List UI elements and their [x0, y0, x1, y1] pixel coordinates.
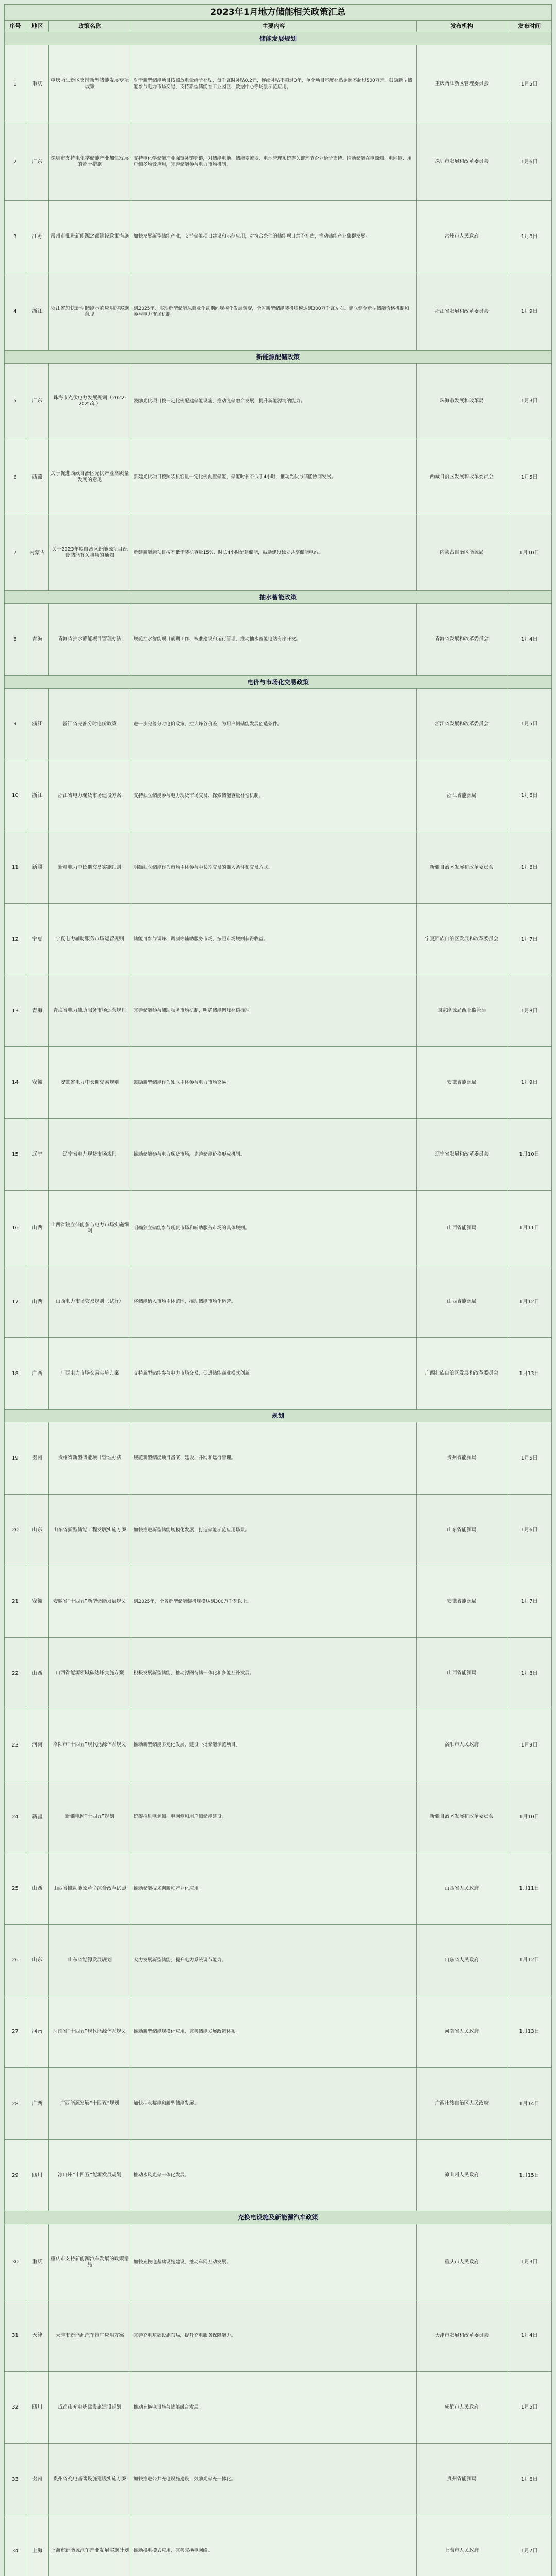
row-content: 明确独立储能参与现货市场和辅助服务市场的具体规则。 — [131, 1191, 417, 1266]
row-number: 16 — [5, 1191, 26, 1266]
table-row — [5, 201, 551, 273]
col-header: 主要内容 — [131, 21, 417, 32]
row-region: 上海 — [26, 2515, 49, 2576]
row-date: 1月14日 — [519, 2100, 540, 2107]
table-row — [5, 1853, 551, 1925]
row-org: 山西省能源局 — [417, 1191, 508, 1266]
row-content: 加快抽水蓄能和新型储能发展。 — [131, 2068, 417, 2139]
table-row — [5, 439, 551, 515]
row-org: 珠海市发展和改革局 — [417, 364, 508, 439]
row-number: 8 — [5, 604, 26, 675]
row-org: 洛阳市人民政府 — [417, 1709, 508, 1781]
row-org: 山西省能源局 — [417, 1266, 508, 1337]
row-org: 辽宁省发展和改革委员会 — [417, 1119, 508, 1190]
row-org: 浙江省发展和改革委员会 — [417, 689, 508, 760]
row-number: 14 — [5, 1047, 26, 1118]
row-content: 明确独立储能作为市场主体参与中长期交易的准入条件和交易方式。 — [131, 832, 417, 903]
row-date: 1月5日 — [520, 1455, 538, 1461]
row-number: 33 — [5, 2444, 26, 2515]
row-date: 1月10日 — [519, 1814, 540, 1820]
row-date: 1月12日 — [519, 1957, 540, 1963]
table-row — [5, 123, 551, 201]
row-region: 重庆 — [26, 45, 49, 123]
row-policy-name: 广西能源发展“十四五”规划 — [49, 2068, 131, 2139]
row-date: 1月15日 — [519, 2172, 540, 2178]
row-number: 31 — [5, 2300, 26, 2371]
row-content: 推动充换电设施与储能融合发展。 — [131, 2372, 417, 2443]
col-header: 序号 — [5, 21, 26, 32]
row-content: 规范新型储能项目备案、建设、并网和运行管理。 — [131, 1422, 417, 1494]
row-policy-name: 青海省电力辅助服务市场运营规则 — [49, 975, 131, 1046]
row-number: 18 — [5, 1338, 26, 1409]
row-number: 24 — [5, 1781, 26, 1852]
row-date: 1月7日 — [520, 1599, 538, 1605]
row-policy-name: 浙江省电力现货市场建设方案 — [49, 760, 131, 832]
table-row — [5, 760, 551, 832]
row-policy-name: 常州市推进新能源之都建设政策措施 — [49, 201, 131, 272]
row-region: 四川 — [26, 2140, 49, 2211]
row-number: 10 — [5, 760, 26, 832]
row-number: 28 — [5, 2068, 26, 2139]
row-org: 凉山州人民政府 — [417, 2140, 508, 2211]
table-body — [5, 32, 551, 2576]
table-row — [5, 515, 551, 591]
row-policy-name: 浙江省加快新型储能示范应用的实施意见 — [49, 273, 131, 350]
row-content: 将储能纳入市场主体范围，推动储能市场化运营。 — [131, 1266, 417, 1337]
table-row — [5, 1191, 551, 1266]
row-content: 完善储能参与辅助服务市场机制，明确储能调峰补偿标准。 — [131, 975, 417, 1046]
row-org: 浙江省能源局 — [417, 760, 508, 832]
row-date: 1月8日 — [520, 233, 538, 240]
row-number: 5 — [5, 364, 26, 439]
table-row — [5, 1119, 551, 1191]
row-org: 新疆自治区发展和改革委员会 — [417, 1781, 508, 1852]
row-date: 1月9日 — [520, 309, 538, 315]
row-number: 23 — [5, 1709, 26, 1781]
row-date: 1月12日 — [519, 1299, 540, 1305]
row-policy-name: 上海市新能源汽车产业发展实施计划 — [49, 2515, 131, 2576]
row-region: 山西 — [26, 1266, 49, 1337]
row-org: 深圳市发展和改革委员会 — [417, 123, 508, 200]
row-date: 1月6日 — [520, 793, 538, 799]
row-org: 山西省能源局 — [417, 1638, 508, 1709]
table-row — [5, 1638, 551, 1709]
row-org: 新疆自治区发展和改革委员会 — [417, 832, 508, 903]
row-org: 安徽省能源局 — [417, 1047, 508, 1118]
table-row — [5, 1566, 551, 1638]
row-date: 1月6日 — [520, 865, 538, 871]
row-region: 西藏 — [26, 439, 49, 515]
row-content: 推动储能参与电力现货市场，完善储能价格形成机制。 — [131, 1119, 417, 1190]
row-region: 安徽 — [26, 1566, 49, 1637]
table-row — [5, 1266, 551, 1338]
row-content: 推动新型储能规模化应用，完善储能发展政策体系。 — [131, 1996, 417, 2067]
row-region: 安徽 — [26, 1047, 49, 1118]
row-content: 鼓励光伏项目按一定比例配建储能设施，推动光储融合发展，提升新能源消纳能力。 — [131, 364, 417, 439]
row-date: 1月7日 — [520, 936, 538, 942]
row-number: 6 — [5, 439, 26, 515]
row-date: 1月3日 — [520, 398, 538, 404]
row-org: 常州市人民政府 — [417, 201, 508, 272]
row-date: 1月5日 — [520, 721, 538, 727]
row-content: 支持独立储能参与电力现货市场交易，探索储能容量补偿机制。 — [131, 760, 417, 832]
row-org: 上海市人民政府 — [417, 2515, 508, 2576]
table-row — [5, 364, 551, 439]
row-content: 加快推进新型储能规模化发展，打造储能示范应用场景。 — [131, 1495, 417, 1566]
table-row — [5, 2300, 551, 2372]
table-row — [5, 1925, 551, 1996]
row-org: 广西壮族自治区发展和改革委员会 — [417, 1338, 508, 1409]
table-row — [5, 2068, 551, 2140]
row-policy-name: 贵州省充电基础设施建设实施方案 — [49, 2444, 131, 2515]
row-policy-name: 关于促进西藏自治区光伏产业高质量发展的意见 — [49, 439, 131, 515]
row-content: 推动水风光储一体化发展。 — [131, 2140, 417, 2211]
page-title: 2023年1月地方储能相关政策汇总 — [5, 5, 551, 21]
row-region: 广东 — [26, 364, 49, 439]
row-policy-name: 青海省抽水蓄能项目管理办法 — [49, 604, 131, 675]
row-org: 宁夏回族自治区发展和改革委员会 — [417, 904, 508, 975]
row-region: 山东 — [26, 1925, 49, 1996]
row-region: 新疆 — [26, 1781, 49, 1852]
col-header: 政策名称 — [49, 21, 131, 32]
row-policy-name: 山西电力市场交易规则（试行） — [49, 1266, 131, 1337]
table-row — [5, 2372, 551, 2444]
row-number: 11 — [5, 832, 26, 903]
section-header: 电价与市场化交易政策 — [5, 676, 551, 689]
row-region: 天津 — [26, 2300, 49, 2371]
row-region: 新疆 — [26, 832, 49, 903]
row-org: 天津市发展和改革委员会 — [417, 2300, 508, 2371]
row-content: 推动新型储能多元化发展，建设一批储能示范项目。 — [131, 1709, 417, 1781]
row-policy-name: 贵州省新型储能项目管理办法 — [49, 1422, 131, 1494]
row-org: 浙江省发展和改革委员会 — [417, 273, 508, 350]
row-number: 27 — [5, 1996, 26, 2067]
row-number: 32 — [5, 2372, 26, 2443]
row-org: 重庆两江新区管理委员会 — [417, 45, 508, 123]
row-content: 加快推进公共充电设施建设，鼓励光储充一体化。 — [131, 2444, 417, 2515]
row-content: 新建新能源项目按不低于装机容量15%、时长4小时配建储能，鼓励建设独立共享储能电站。 — [131, 515, 417, 590]
row-content: 加快发展新型储能产业，支持储能项目建设和示范应用，对符合条件的储能项目给予补贴，推动储能产业集群发展。 — [131, 201, 417, 272]
row-org: 国家能源局西北监管局 — [417, 975, 508, 1046]
table-row — [5, 2140, 551, 2211]
row-number: 1 — [5, 45, 26, 123]
table-row — [5, 904, 551, 975]
row-date: 1月11日 — [519, 1225, 540, 1231]
row-policy-name: 河南省“十四五”现代能源体系规划 — [49, 1996, 131, 2067]
row-number: 12 — [5, 904, 26, 975]
row-number: 7 — [5, 515, 26, 590]
row-region: 山东 — [26, 1495, 49, 1566]
row-number: 15 — [5, 1119, 26, 1190]
row-policy-name: 重庆市支持新能源汽车发展的政策措施 — [49, 2224, 131, 2299]
table-row — [5, 1996, 551, 2068]
row-org: 贵州省能源局 — [417, 2444, 508, 2515]
row-date: 1月11日 — [519, 1886, 540, 1892]
row-number: 4 — [5, 273, 26, 350]
col-header: 地区 — [26, 21, 49, 32]
row-policy-name: 新疆电网“十四五”规划 — [49, 1781, 131, 1852]
row-region: 浙江 — [26, 760, 49, 832]
row-date: 1月13日 — [519, 1370, 540, 1377]
row-date: 1月5日 — [520, 81, 538, 87]
row-content: 到2025年，实现新型储能从商业化初期向规模化发展转变，全省新型储能装机规模达到300万千瓦左右。建立健全新型储能价格机制和参与电力市场机制。 — [131, 273, 417, 350]
row-date: 1月8日 — [520, 1008, 538, 1014]
row-number: 13 — [5, 975, 26, 1046]
row-org: 广西壮族自治区人民政府 — [417, 2068, 508, 2139]
row-date: 1月6日 — [520, 2476, 538, 2482]
row-policy-name: 安徽省“十四五”新型储能发展规划 — [49, 1566, 131, 1637]
row-date: 1月6日 — [520, 159, 538, 165]
row-org: 贵州省能源局 — [417, 1422, 508, 1494]
row-policy-name: 山西省能源领域碳达峰实施方案 — [49, 1638, 131, 1709]
row-number: 9 — [5, 689, 26, 760]
table-row — [5, 2224, 551, 2300]
row-org: 安徽省能源局 — [417, 1566, 508, 1637]
row-number: 29 — [5, 2140, 26, 2211]
row-policy-name: 山西省推动能源革命综合改革试点 — [49, 1853, 131, 1924]
row-region: 山西 — [26, 1191, 49, 1266]
row-content: 推动换电模式应用，完善充换电网络。 — [131, 2515, 417, 2576]
row-date: 1月6日 — [520, 1527, 538, 1533]
section-header: 新能源配储政策 — [5, 351, 551, 364]
row-content: 到2025年，全省新型储能装机规模达到300万千瓦以上。 — [131, 1566, 417, 1637]
row-org: 重庆市人民政府 — [417, 2224, 508, 2299]
row-policy-name: 辽宁省电力现货市场规则 — [49, 1119, 131, 1190]
section-header: 充换电设施及新能源汽车政策 — [5, 2211, 551, 2224]
row-org: 青海省发展和改革委员会 — [417, 604, 508, 675]
row-policy-name: 天津市新能源汽车推广应用方案 — [49, 2300, 131, 2371]
row-number: 21 — [5, 1566, 26, 1637]
row-region: 重庆 — [26, 2224, 49, 2299]
row-content: 加快充换电基础设施建设，推动车网互动发展。 — [131, 2224, 417, 2299]
row-content: 规范抽水蓄能项目前期工作、核准建设和运行管理，推动抽水蓄能电站有序开发。 — [131, 604, 417, 675]
row-content: 支持电化学储能产业强链补链延链，对储能电池、储能变流器、电池管理系统等关键环节企业给予支持。推动储能在电源侧、电网侧、用户侧多场景应用，完善储能参与电力市场机制。 — [131, 123, 417, 200]
row-content: 鼓励新型储能作为独立主体参与电力市场交易。 — [131, 1047, 417, 1118]
row-content: 统筹推进电源侧、电网侧和用户侧储能建设。 — [131, 1781, 417, 1852]
row-number: 17 — [5, 1266, 26, 1337]
row-date: 1月4日 — [520, 2333, 538, 2339]
table-row — [5, 1709, 551, 1781]
table-row — [5, 45, 551, 123]
table-row — [5, 975, 551, 1047]
row-policy-name: 关于2023年度自治区新能源项目配套储能有关事项的通知 — [49, 515, 131, 590]
row-org: 内蒙古自治区能源局 — [417, 515, 508, 590]
row-region: 内蒙古 — [26, 515, 49, 590]
table-row — [5, 1422, 551, 1494]
row-policy-name: 山西省独立储能参与电力市场实施细则 — [49, 1191, 131, 1266]
table-row — [5, 689, 551, 760]
row-region: 广西 — [26, 1338, 49, 1409]
policy-table — [4, 4, 552, 2576]
row-date: 1月10日 — [519, 550, 540, 556]
table-header — [5, 21, 551, 32]
row-content: 推动储能技术创新和产业化应用。 — [131, 1853, 417, 1924]
section-header: 储能发展规划 — [5, 32, 551, 45]
row-org: 河南省人民政府 — [417, 1996, 508, 2067]
row-region: 青海 — [26, 604, 49, 675]
row-content: 支持新型储能参与电力市场交易，促进储能商业模式创新。 — [131, 1338, 417, 1409]
row-number: 25 — [5, 1853, 26, 1924]
row-number: 26 — [5, 1925, 26, 1996]
row-region: 宁夏 — [26, 904, 49, 975]
row-region: 浙江 — [26, 273, 49, 350]
row-policy-name: 洛阳市“十四五”现代能源体系规划 — [49, 1709, 131, 1781]
row-region: 山西 — [26, 1853, 49, 1924]
row-policy-name: 成都市充电基础设施建设规划 — [49, 2372, 131, 2443]
row-date: 1月10日 — [519, 1151, 540, 1158]
row-date: 1月7日 — [520, 2548, 538, 2554]
row-date: 1月8日 — [520, 1670, 538, 1676]
row-policy-name: 安徽省电力中长期交易规则 — [49, 1047, 131, 1118]
col-header: 发布机构 — [417, 21, 508, 32]
row-org: 山东省人民政府 — [417, 1925, 508, 1996]
row-number: 2 — [5, 123, 26, 200]
row-region: 河南 — [26, 1996, 49, 2067]
row-region: 江苏 — [26, 201, 49, 272]
row-policy-name: 深圳市支持电化学储能产业加快发展的若干措施 — [49, 123, 131, 200]
row-policy-name: 山东省能源发展规划 — [49, 1925, 131, 1996]
row-region: 广东 — [26, 123, 49, 200]
row-date: 1月13日 — [519, 2029, 540, 2035]
table-row — [5, 832, 551, 904]
table-row — [5, 273, 551, 351]
row-region: 广西 — [26, 2068, 49, 2139]
row-org: 成都市人民政府 — [417, 2372, 508, 2443]
row-policy-name: 凉山州“十四五”能源发展规划 — [49, 2140, 131, 2211]
table-row — [5, 1338, 551, 1410]
row-org: 山西省人民政府 — [417, 1853, 508, 1924]
row-number: 30 — [5, 2224, 26, 2299]
row-content: 进一步完善分时电价政策，拉大峰谷价差，为用户侧储能发展创造条件。 — [131, 689, 417, 760]
section-header: 抽水蓄能政策 — [5, 591, 551, 604]
row-content: 大力发展新型储能，提升电力系统调节能力。 — [131, 1925, 417, 1996]
row-region: 辽宁 — [26, 1119, 49, 1190]
row-policy-name: 山东省新型储能工程发展实施方案 — [49, 1495, 131, 1566]
row-content: 新建光伏项目按照装机容量一定比例配置储能，储能时长不低于4小时，推动光伏与储能协同发展。 — [131, 439, 417, 515]
row-number: 20 — [5, 1495, 26, 1566]
row-policy-name: 新疆电力中长期交易实施细则 — [49, 832, 131, 903]
row-policy-name: 浙江省完善分时电价政策 — [49, 689, 131, 760]
row-date: 1月5日 — [520, 2404, 538, 2411]
row-region: 山西 — [26, 1638, 49, 1709]
row-region: 浙江 — [26, 689, 49, 760]
row-region: 河南 — [26, 1709, 49, 1781]
row-date: 1月9日 — [520, 1742, 538, 1748]
row-date: 1月5日 — [520, 474, 538, 480]
row-policy-name: 广西电力市场交易实施方案 — [49, 1338, 131, 1409]
row-date: 1月3日 — [520, 2259, 538, 2265]
row-policy-name: 珠海市光伏电力发展规划（2022-2025年） — [49, 364, 131, 439]
row-number: 19 — [5, 1422, 26, 1494]
row-number: 22 — [5, 1638, 26, 1709]
row-region: 贵州 — [26, 2444, 49, 2515]
row-region: 贵州 — [26, 1422, 49, 1494]
row-org: 西藏自治区发展和改革委员会 — [417, 439, 508, 515]
row-number: 3 — [5, 201, 26, 272]
row-number: 34 — [5, 2515, 26, 2576]
row-content: 对于新型储能项目按照放电量给予补贴，每千瓦时补贴0.2元，连续补贴不超过3年，单个项目年度补贴金额不超过500万元。鼓励新型储能参与电力市场交易，支持新型储能在工业园区、数据中心等场景示范应用。 — [131, 45, 417, 123]
row-content: 积极发展新型储能，推动源网荷储一体化和多能互补发展。 — [131, 1638, 417, 1709]
row-content: 储能可参与调峰、调频等辅助服务市场，按照市场规则获得收益。 — [131, 904, 417, 975]
row-policy-name: 宁夏电力辅助服务市场运营规则 — [49, 904, 131, 975]
row-policy-name: 重庆两江新区支持新型储能发展专项政策 — [49, 45, 131, 123]
table-row — [5, 1495, 551, 1566]
row-content: 完善充电基础设施布局，提升充电服务保障能力。 — [131, 2300, 417, 2371]
row-region: 四川 — [26, 2372, 49, 2443]
row-region: 青海 — [26, 975, 49, 1046]
table-row — [5, 2515, 551, 2576]
row-org: 山东省能源局 — [417, 1495, 508, 1566]
section-header: 规划 — [5, 1410, 551, 1422]
table-row — [5, 1047, 551, 1118]
table-row — [5, 604, 551, 675]
col-header: 发布时间 — [518, 23, 541, 29]
row-date: 1月9日 — [520, 1080, 538, 1086]
row-date: 1月4日 — [520, 636, 538, 642]
table-row — [5, 1781, 551, 1853]
table-row — [5, 2444, 551, 2515]
